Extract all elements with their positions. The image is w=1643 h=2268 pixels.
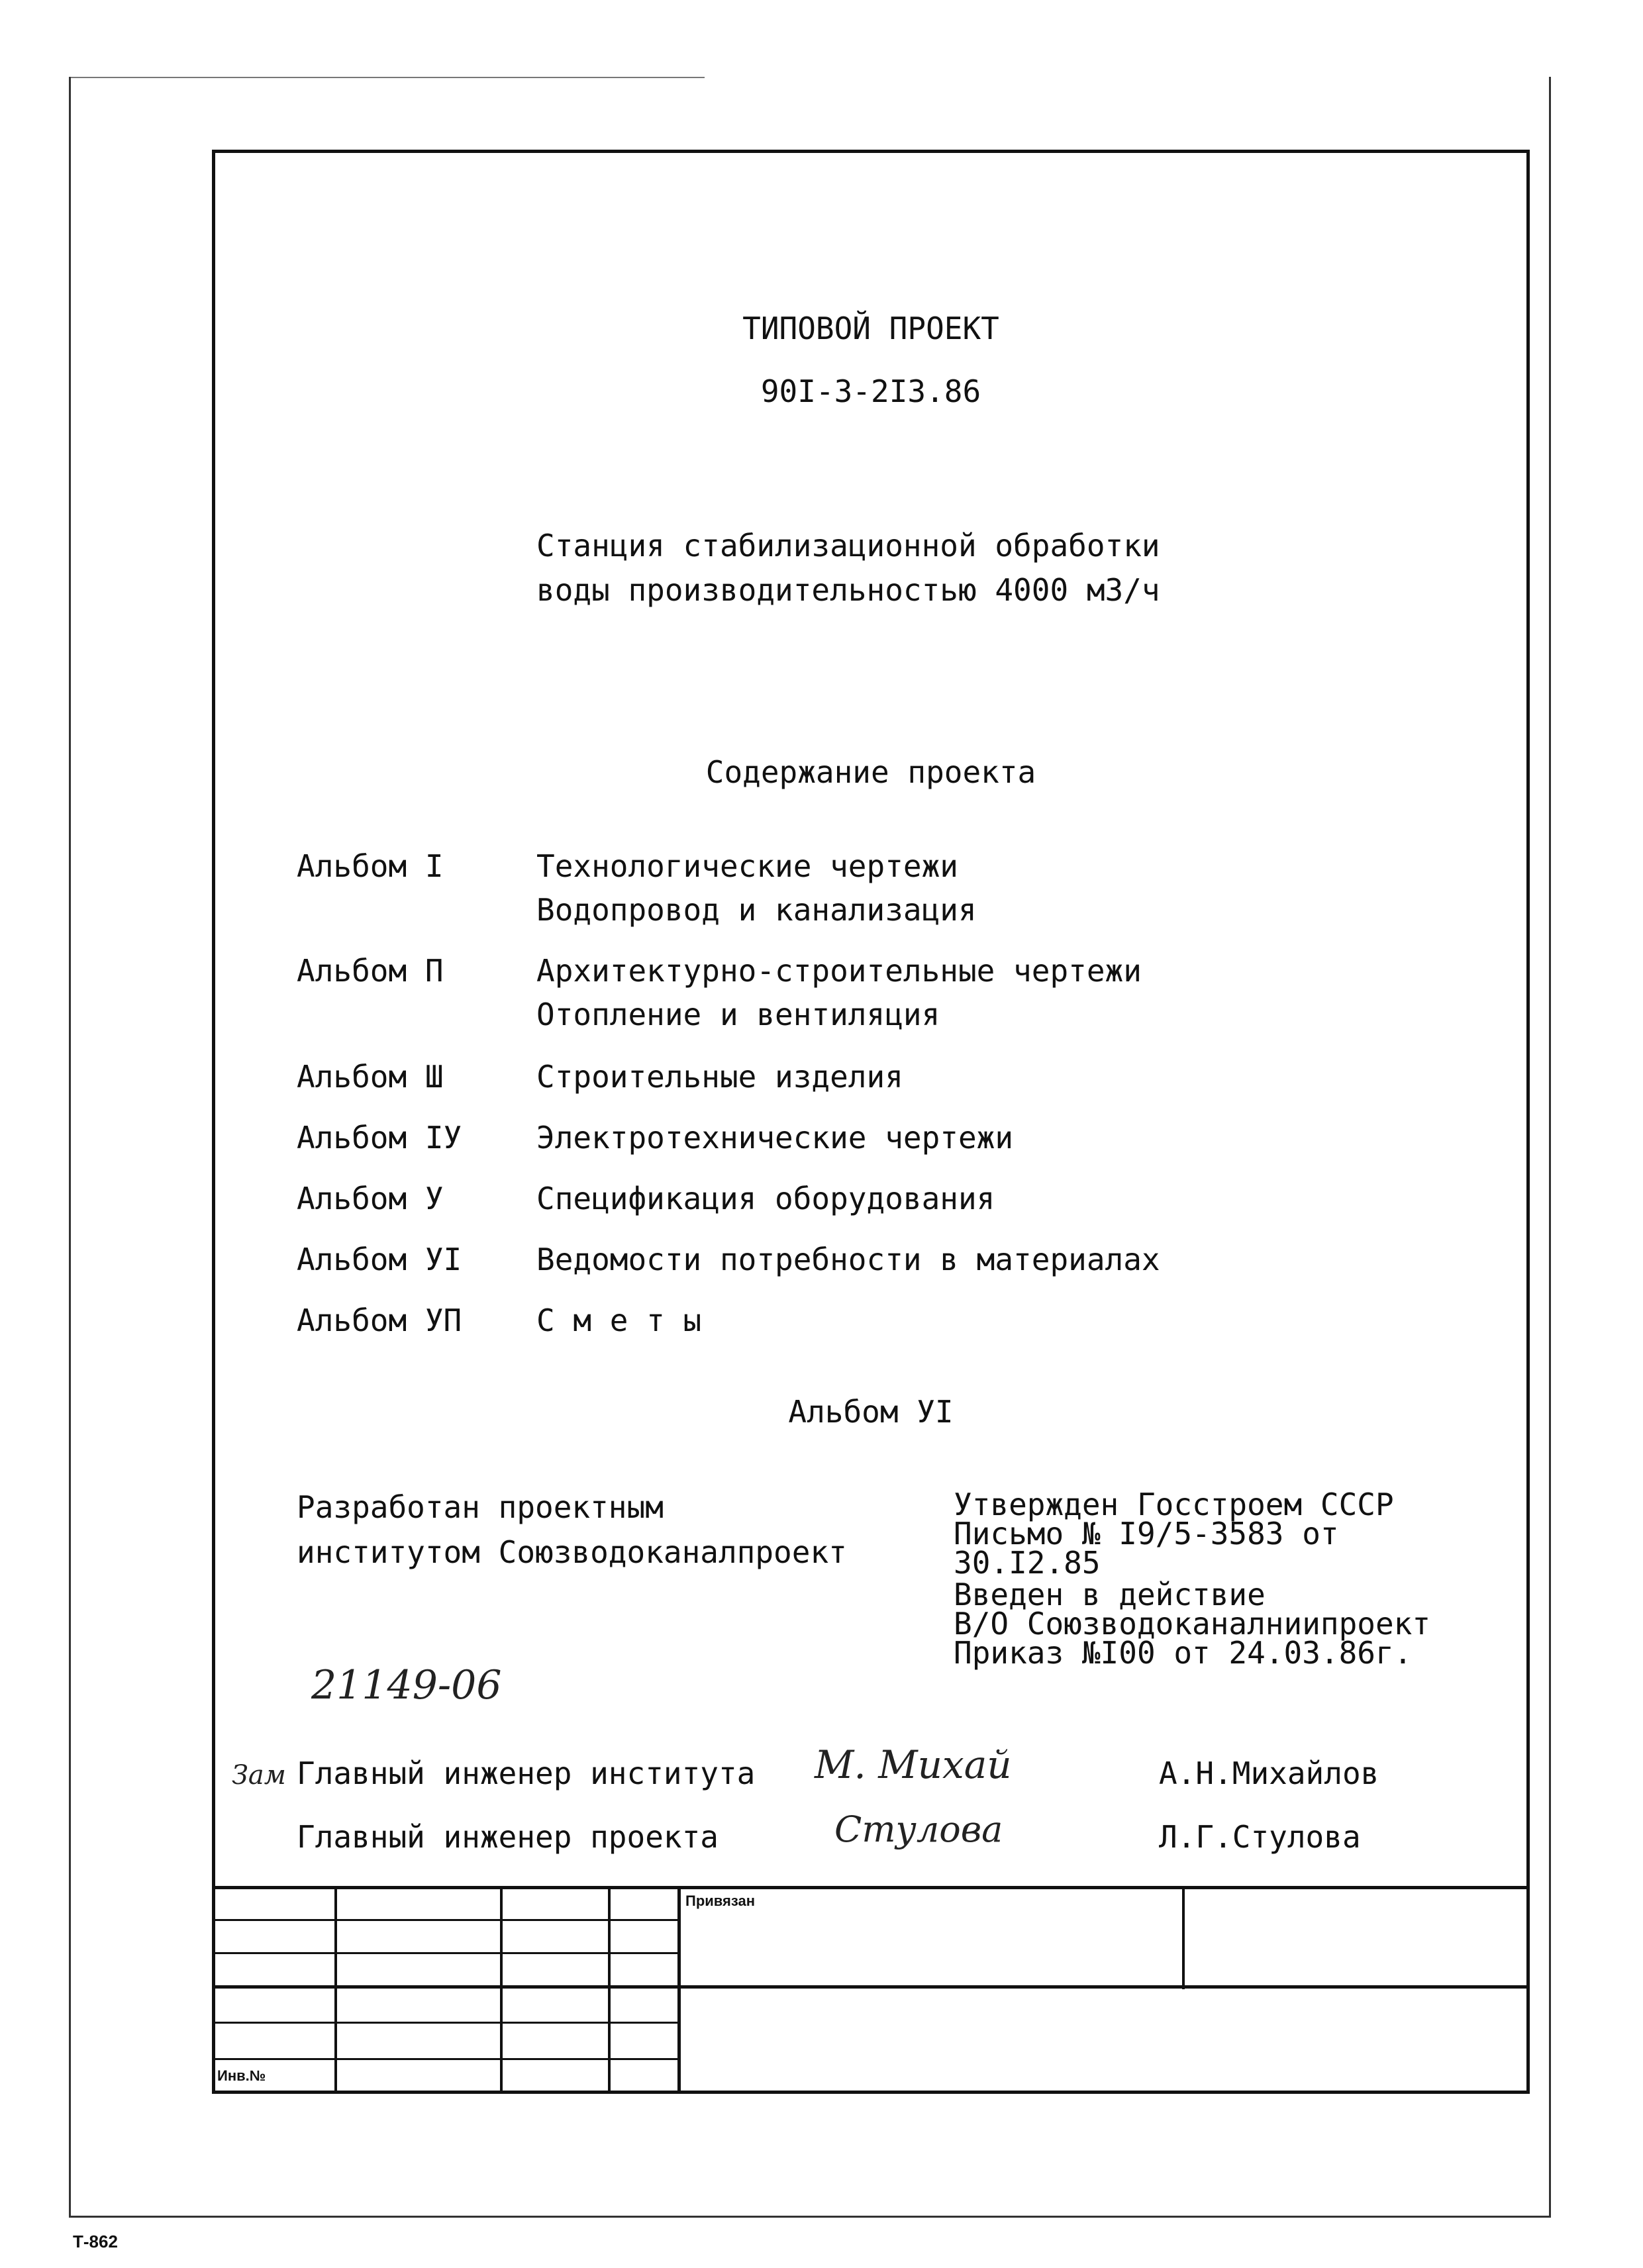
title-line-2: воды производительностью 4000 м3/ч [536, 572, 1160, 608]
signature: Стулова [834, 1808, 1003, 1850]
album-label: Альбом УП [297, 1303, 462, 1338]
approved-line-3: 30.I2.85 [954, 1545, 1101, 1581]
signature: М. Михай [815, 1742, 1012, 1787]
album-label: Альбом IУ [297, 1120, 462, 1156]
album-title: Отопление и вентиляция [536, 997, 940, 1032]
stamp-row-line [212, 2022, 679, 2024]
title-line-1: Станция стабилизационной обработки [536, 528, 1160, 564]
album-title: С м е т ы [536, 1303, 702, 1338]
stamp-top-border [212, 1886, 1530, 1889]
album-title: Строительные изделия [536, 1059, 903, 1095]
approved-line-5: В/О Союзводоканалниипроект [954, 1606, 1431, 1642]
album-label: Альбом П [297, 953, 444, 989]
contents-heading: Содержание проекта [705, 754, 1036, 790]
stamp-divider [1182, 1886, 1185, 1989]
handwritten-code: 21149-06 [311, 1662, 502, 1708]
approved-line-6: Приказ №I00 от 24.03.86г. [954, 1635, 1413, 1671]
stamp-divider [608, 1886, 611, 2094]
developed-line-1: Разработан проектным [297, 1489, 664, 1525]
album-title: Электротехнические чертежи [536, 1120, 1014, 1156]
developed-line-2: институтом Союзводоканалпроект [297, 1534, 847, 1570]
approved-line-2: Письмо № I9/5-3583 от [954, 1516, 1339, 1552]
project-number: 90I-3-2I3.86 [760, 373, 981, 409]
approved-line-1: Утвержден Госстроем СССР [954, 1487, 1394, 1522]
album-label: Альбом Ш [297, 1059, 444, 1095]
album-label: Альбом УI [297, 1242, 462, 1277]
stamp-divider [334, 1886, 337, 2094]
stamp-row-line [212, 1952, 679, 1954]
album-title: Архитектурно-строительные чертежи [536, 953, 1142, 989]
album-label: Альбом I [297, 848, 444, 884]
signatory-name: Л.Г.Стулова [1159, 1819, 1361, 1855]
album-title: Спецификация оборудования [536, 1181, 995, 1216]
album-title: Ведомости потребности в материалах [536, 1242, 1160, 1277]
album-title: Технологические чертежи [536, 848, 958, 884]
album-title: Водопровод и канализация [536, 892, 977, 928]
current-album: Альбом УI [788, 1394, 954, 1430]
stamp-inventory-label: Инв.№ [217, 2067, 266, 2084]
signature-role: Главный инженер института [297, 1755, 756, 1791]
signature-prefix: Зам [232, 1760, 286, 1791]
corner-mark: Т-862 [73, 2232, 118, 2251]
album-label: Альбом У [297, 1181, 444, 1216]
stamp-row-line [212, 1919, 679, 1921]
approved-line-4: Введен в действие [954, 1577, 1266, 1612]
stamp-row-line [212, 2058, 679, 2060]
stamp-divider [677, 1886, 681, 2094]
signatory-name: А.Н.Михайлов [1159, 1755, 1379, 1791]
project-type-label: ТИПОВОЙ ПРОЕКТ [742, 311, 999, 346]
stamp-bound-label: Привязан [685, 1893, 756, 1909]
stamp-row-line [212, 1985, 1530, 1989]
signature-role: Главный инженер проекта [297, 1819, 719, 1855]
stamp-divider [500, 1886, 503, 2094]
